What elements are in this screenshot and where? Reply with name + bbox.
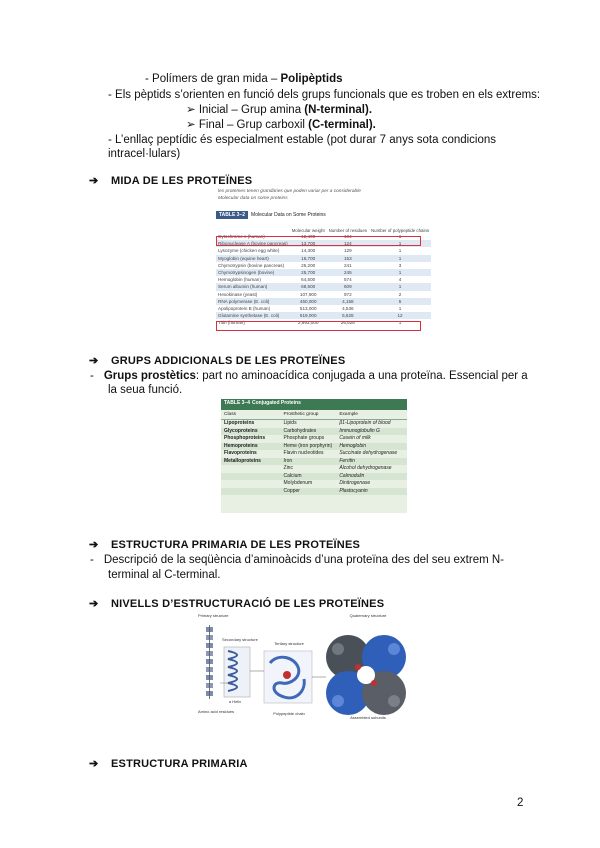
table-molecular-data — [216, 189, 430, 333]
table2-header: Prosthetic group — [281, 410, 337, 420]
table1-cell: 13,700 — [290, 240, 327, 247]
grups-line-2: la seua funció. — [108, 384, 183, 396]
table2-cell: Copper — [281, 488, 337, 496]
table2-header: Class — [221, 410, 281, 420]
table2-cell: Succinate dehydrogenase — [339, 450, 398, 456]
table1-cell: 124 — [327, 240, 369, 247]
table1-cell: Chymotrypsinogen (bovine) — [216, 269, 290, 276]
table2-cell: Dinitrogenase — [339, 480, 371, 486]
table1-header: Number of polypeptide chains — [371, 228, 430, 233]
table1-cell: Glutamine synthetase (E. coli) — [216, 312, 290, 319]
table2-cell: Iron — [281, 458, 337, 466]
heading-mida: ➔ MIDA DE LES PROTEÏNES — [89, 175, 253, 187]
table1-cell: Myoglobin (equine heart) — [216, 255, 290, 262]
table1-cell: 3 — [398, 262, 402, 268]
table1-cell: Lysozyme (chicken egg white) — [218, 248, 280, 254]
figure-label-secondary: Secondary structure — [222, 637, 258, 642]
table1-row — [216, 269, 431, 276]
figure-protein-structure-levels — [198, 613, 420, 725]
table2-cell: Flavin nucleotides — [283, 450, 324, 456]
table2-header: Example — [336, 410, 407, 420]
table2-cell — [221, 465, 281, 473]
table2-grid — [221, 410, 407, 495]
table2-cell: β1-Lipoprotein of blood — [339, 420, 391, 426]
intro-line-inicial: ➢ Inicial – Grup amina (N-terminal). — [186, 104, 373, 116]
table1-cell: 153 — [327, 255, 369, 262]
table1-cell: 450,000 — [290, 298, 327, 305]
table1-cell: 5 — [369, 298, 431, 305]
primary-structure-chain — [206, 625, 213, 699]
table1-row — [216, 247, 431, 254]
table2-cell: Phosphoproteins — [224, 435, 266, 441]
table2-cell: Immunoglobulin G — [336, 428, 407, 436]
table1-cell: 609 — [327, 283, 369, 290]
table1-cell: 64,500 — [301, 277, 316, 283]
intro-line-polimers: - Polímers de gran mida – Polipèptids — [145, 73, 343, 85]
table2-cell: Hemoglobin — [336, 443, 407, 451]
table1-row — [216, 305, 431, 312]
table2-cell: Metalloproteins — [221, 458, 281, 466]
table2-row — [221, 458, 407, 466]
table1-cell: Chymotrypsin (bovine pancreas) — [218, 262, 285, 268]
table1-cell: Ribonuclease A (bovine pancreas) — [218, 241, 288, 247]
table2-caption: Conjugated Proteins — [252, 400, 301, 406]
table2-cell: Calcium — [281, 473, 337, 481]
table1-cell: 2,993,000 — [297, 320, 319, 326]
table1-pretitle: les proteïnes tenen grandàries que poden variar per a considerable — [218, 189, 361, 194]
table2-row — [221, 480, 407, 488]
table1-cell: 1 — [369, 283, 431, 290]
figure-label-quaternary: Quaternary structure — [349, 613, 387, 618]
table2-cell: Casein of milk — [339, 435, 371, 441]
table2-row — [221, 420, 407, 428]
table1-cell: Apolipoprotein B (human) — [218, 306, 271, 312]
table2-cell: Calmodulin — [336, 473, 407, 481]
primaria-line-1: - Descripció de la seqüència d’aminoàcids d’una proteïna des del seu extrem N- — [90, 554, 505, 566]
primaria-line-2: terminal al C-terminal. — [108, 569, 221, 581]
heading-nivells: ➔ NIVELLS D’ESTRUCTURACIÓ DE LES PROTEÏNES — [89, 598, 385, 610]
table1-cell: Titin (human) — [218, 320, 245, 326]
table1-cell: Hexokinase (yeast) — [218, 291, 258, 297]
table2-row — [221, 473, 407, 481]
table1-cell: 1 — [398, 234, 402, 239]
table1-cell: 16,700 — [290, 255, 327, 262]
table1-cell: 2 — [398, 291, 402, 297]
table1-cell: 4,536 — [342, 306, 354, 312]
table1-cell: 1 — [369, 255, 431, 262]
figure-label-helix: α Helix — [228, 699, 242, 704]
table2-cell — [221, 473, 281, 481]
table1-row — [216, 255, 431, 262]
figure-label-assembled: Assembled subunits — [350, 715, 386, 720]
table1-cell: 1 — [398, 306, 402, 312]
table2-caption-number: TABLE 3–4 — [224, 400, 251, 406]
table2-cell: Molybdenum — [283, 480, 313, 486]
secondary-structure-helix — [220, 647, 250, 697]
table2-row — [221, 443, 407, 451]
table1-cell: 25,200 — [301, 262, 316, 268]
table1-cell: 574 — [344, 277, 352, 283]
table2-row — [221, 488, 407, 496]
table2-row — [221, 428, 407, 436]
table1-cell: Serum albumin (human) — [216, 283, 290, 290]
heading-estructura-primaria-proteines: ➔ ESTRUCTURA PRIMARIA DE LES PROTEÏNES — [89, 539, 361, 551]
table1-cell: 245 — [327, 269, 369, 276]
table1-cell: 12 — [369, 312, 431, 319]
table1-cell: 26,926 — [340, 320, 355, 326]
table1-cell: 972 — [344, 291, 352, 297]
table2-cell: Lipoproteins — [224, 420, 255, 426]
table1-cell: 68,500 — [290, 283, 327, 290]
table2-cell: Ferritin — [336, 458, 407, 466]
table2-cell: Glycoproteins — [221, 428, 281, 436]
figure-label-tertiary: Tertiary structure — [274, 641, 304, 646]
table1-header — [216, 221, 290, 233]
figure-label-primary: Primary structure — [198, 613, 229, 618]
table1-cell: 5,628 — [327, 312, 369, 319]
table2-cell: Flavoproteins — [224, 450, 257, 456]
highlight-box-titin — [216, 321, 421, 331]
table1-cell: 104 — [344, 234, 352, 239]
table1-cell: 619,000 — [290, 312, 327, 319]
table1-row — [216, 298, 431, 305]
table1-cell: 1 — [398, 248, 402, 254]
table1-cell: RNA polymerase (E. coli) — [216, 298, 290, 305]
table1-cell: 241 — [344, 262, 352, 268]
table2-cell: Carbohydrates — [281, 428, 337, 436]
table1-row — [216, 276, 431, 283]
table1-row — [216, 262, 431, 269]
table2-cell: Alcohol dehydrogenase — [339, 465, 392, 471]
table2-row — [221, 435, 407, 443]
table1-header: Number of residues — [328, 228, 367, 233]
table1-cell: 1 — [398, 320, 402, 326]
table1-cell: 25,700 — [290, 269, 327, 276]
table1-row — [216, 283, 431, 290]
table2-cell: Plastocyanin — [336, 488, 407, 496]
table1-cell: 4 — [398, 277, 402, 283]
table1-cell: 129 — [344, 248, 352, 254]
table1-cell: Cytochrome c (human) — [218, 234, 265, 239]
table2-cell: Heme (iron porphyrin) — [281, 443, 337, 451]
table2-cell: Lipids — [283, 420, 297, 426]
table1-row — [216, 291, 431, 298]
table1-row — [216, 312, 431, 319]
table1-caption: Molecular Data on Some Proteins — [251, 212, 326, 218]
table1-cell: 513,000 — [299, 306, 317, 312]
table2-cell — [221, 480, 281, 488]
table1-cell: 1 — [369, 240, 431, 247]
table1-caption-number: TABLE 3–2 — [216, 211, 248, 219]
table1-cell: 14,300 — [301, 248, 316, 254]
heading-grups: ➔ GRUPS ADDICIONALS DE LES PROTEÏNES — [89, 355, 346, 367]
figure-label-chain: Polypeptide chain — [273, 711, 305, 716]
intro-line-enllac: - L’enllaç peptídic és especialment estable (pot durar 7 anys sota condicions — [108, 134, 497, 146]
quaternary-structure — [312, 635, 406, 715]
table-conjugated-proteins — [221, 399, 407, 513]
highlight-box-cytochrome — [216, 236, 421, 246]
heading-estructura-primaria: ➔ ESTRUCTURA PRIMARIA — [89, 758, 248, 770]
intro-line-intracel: intracel·lulars) — [108, 148, 181, 160]
table2-row — [221, 450, 407, 458]
table1-pretitle2: Molecular data on some proteins — [218, 196, 288, 201]
table2-cell: Zinc — [283, 465, 293, 471]
table2-cell: Phosphate groups — [283, 435, 325, 441]
page-number: 2 — [517, 797, 524, 809]
figure-label-residues: Amino acid residues — [198, 709, 235, 714]
table2-cell — [221, 488, 281, 496]
table2-cell: Hemoproteins — [221, 443, 281, 451]
table1-cell: 12,400 — [301, 234, 316, 239]
intro-line-final: ➢ Final – Grup carboxil (C-terminal). — [186, 119, 376, 131]
table1-cell: 4,158 — [327, 298, 369, 305]
grups-line-1: - Grups prostètics: part no aminoacídica conjugada a una proteïna. Essencial per a — [90, 370, 528, 382]
tertiary-structure — [250, 651, 312, 703]
table1-cell: Hemoglobin (human) — [218, 277, 261, 283]
table1-header: Molecular weight — [291, 228, 325, 233]
table2-row — [221, 465, 407, 473]
table1-cell: 1 — [369, 269, 431, 276]
table1-cell: 107,900 — [299, 291, 317, 297]
intro-line-peptids: - Els pèptids s’orienten en funció dels grups funcionals que es troben en els extrems: — [108, 89, 541, 101]
